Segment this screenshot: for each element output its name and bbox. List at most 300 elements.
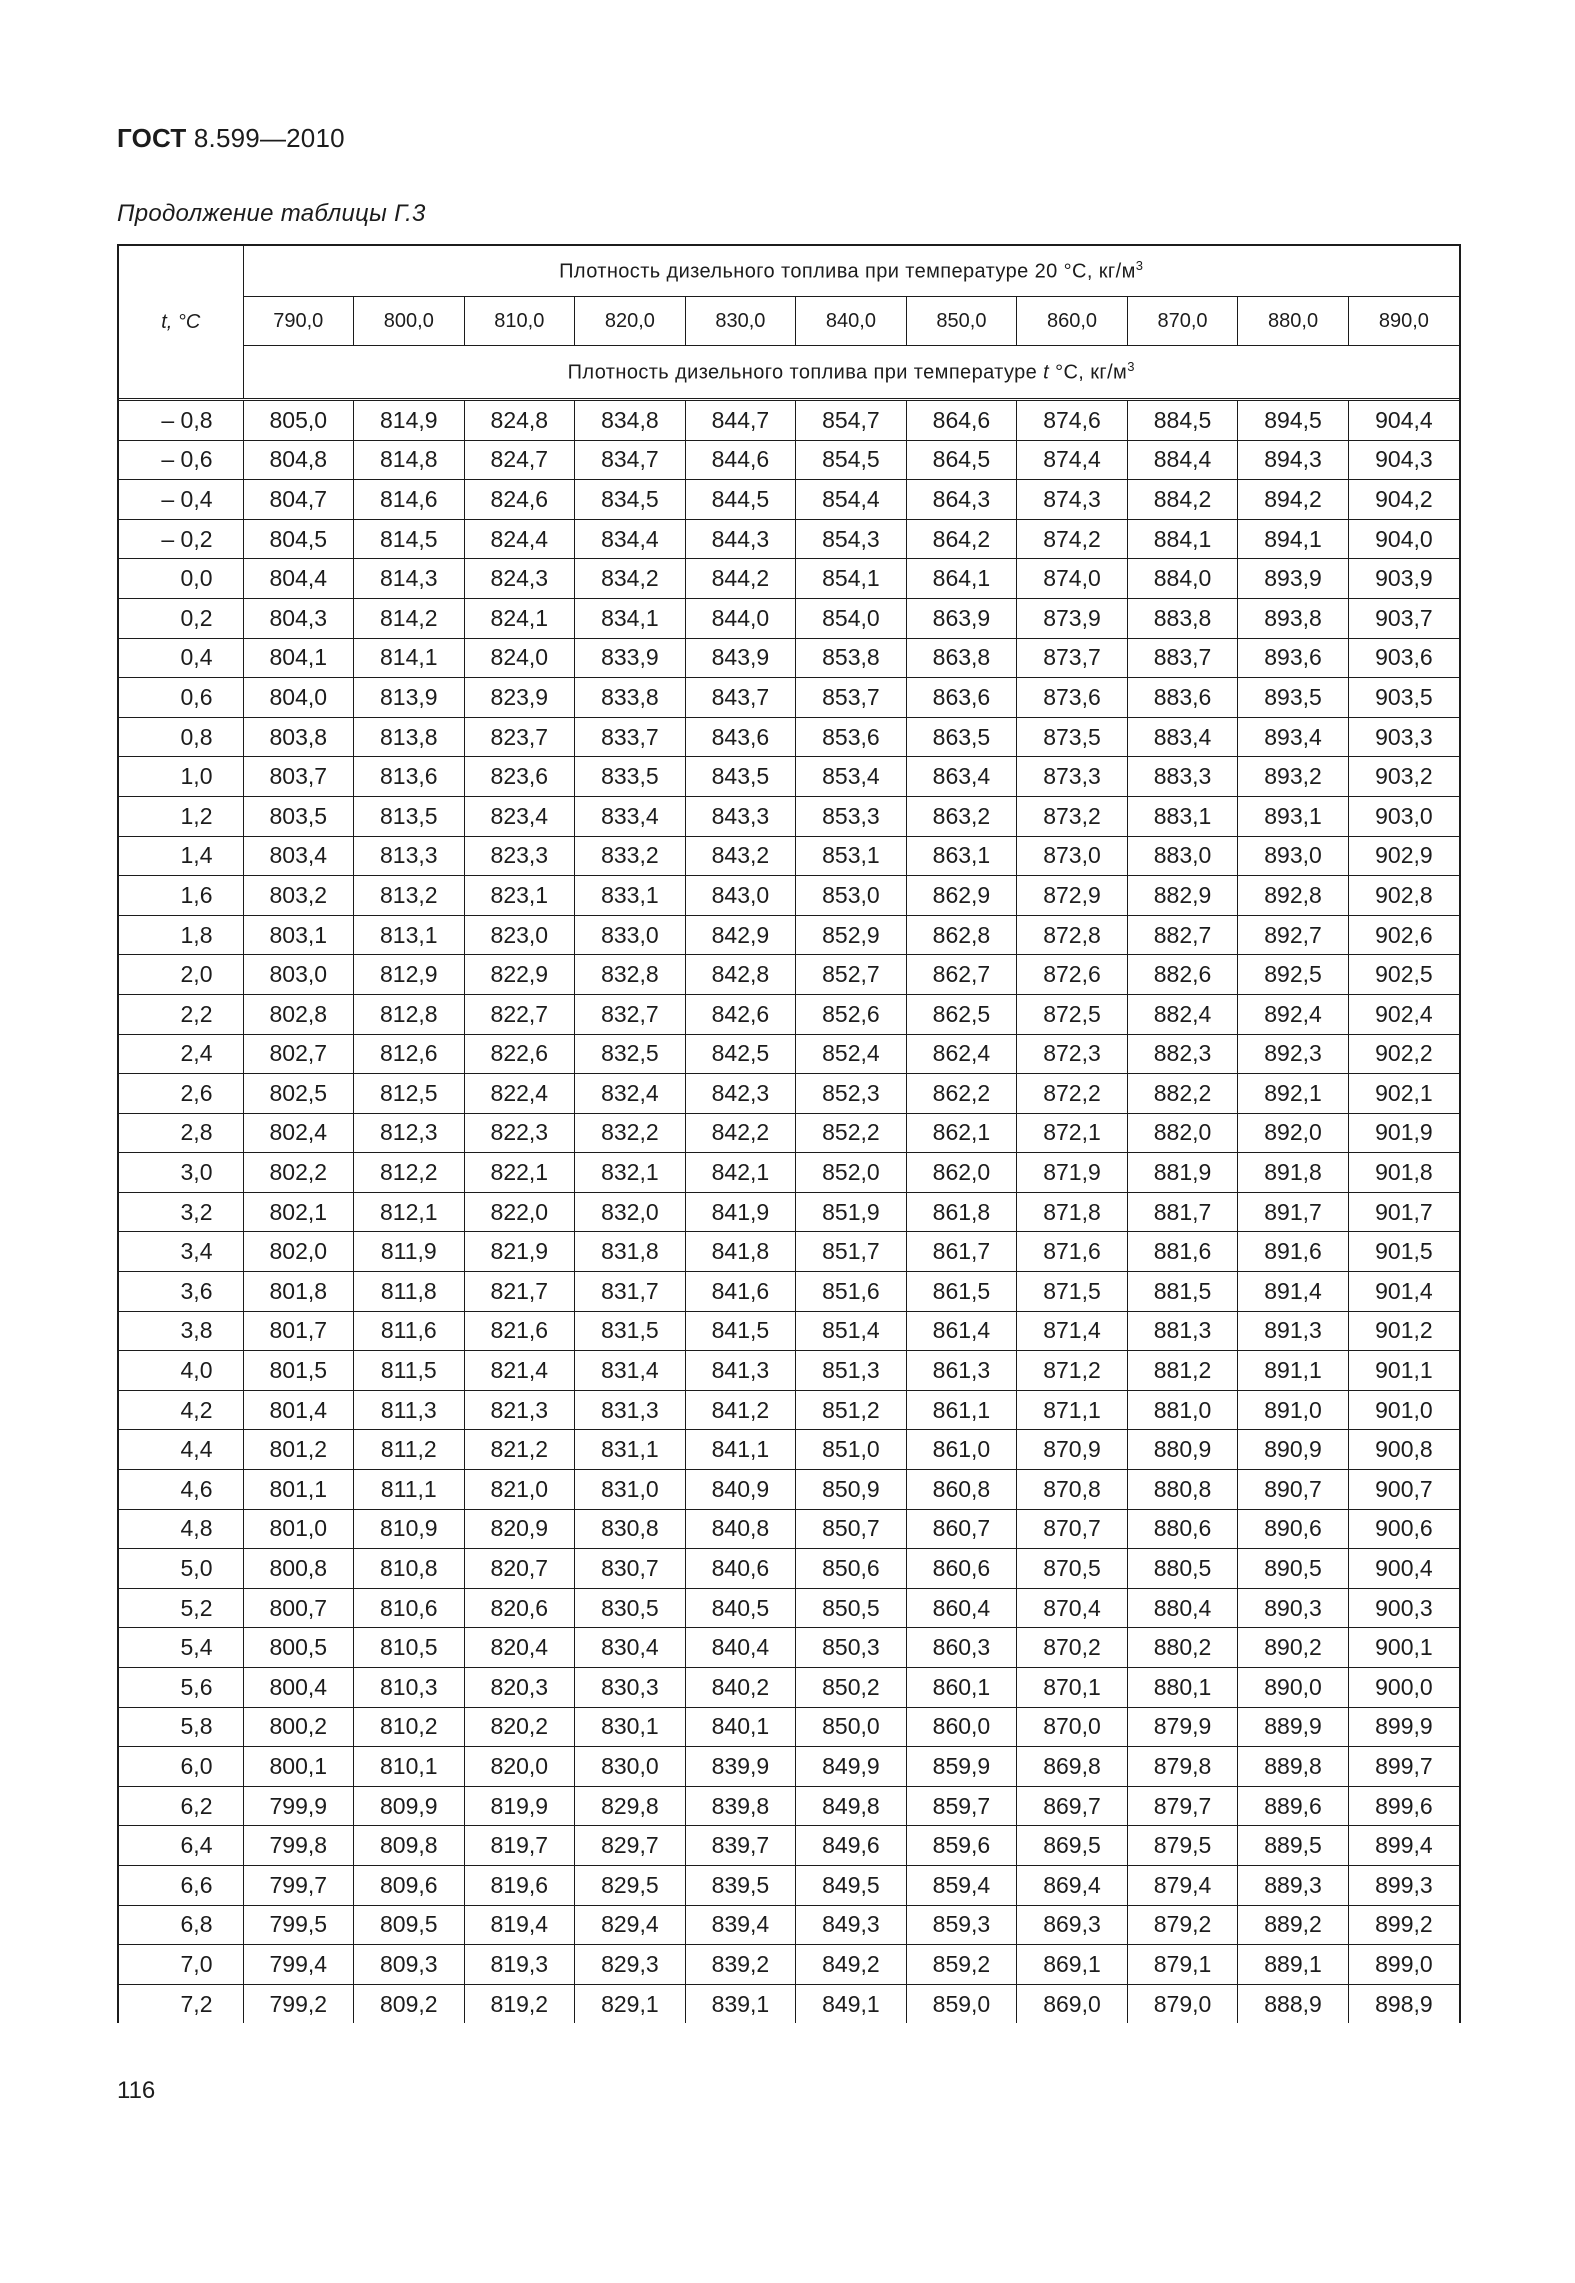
density-cell: 854,3 <box>796 519 907 559</box>
density-cell: 820,2 <box>464 1707 575 1747</box>
density-cell: 843,9 <box>685 638 796 678</box>
density-cell: 851,4 <box>796 1311 907 1351</box>
density-cell: 840,4 <box>685 1628 796 1668</box>
density-cell: 844,2 <box>685 559 796 599</box>
density-cell: 871,2 <box>1017 1351 1128 1391</box>
temperature-cell: 5,4 <box>119 1628 243 1668</box>
density-cell: 813,3 <box>354 836 465 876</box>
density-cell: 860,4 <box>906 1588 1017 1628</box>
density-cell: 859,0 <box>906 1984 1017 2023</box>
density-cell: 873,2 <box>1017 796 1128 836</box>
density-cell: 819,3 <box>464 1945 575 1985</box>
density-cell: 821,9 <box>464 1232 575 1272</box>
density-cell: 879,0 <box>1127 1984 1238 2023</box>
density-cell: 900,7 <box>1348 1470 1459 1510</box>
density-cell: 831,7 <box>575 1272 686 1312</box>
table-row <box>119 1628 1459 1668</box>
density-cell: 799,4 <box>243 1945 354 1985</box>
density-cell: 872,5 <box>1017 994 1128 1034</box>
density-cell: 832,2 <box>575 1113 686 1153</box>
density-cell: 884,0 <box>1127 559 1238 599</box>
density-cell: 903,3 <box>1348 717 1459 757</box>
density-cell: 811,1 <box>354 1470 465 1510</box>
density-cell: 893,8 <box>1238 598 1349 638</box>
density-cell: 891,4 <box>1238 1272 1349 1312</box>
density-cell: 821,6 <box>464 1311 575 1351</box>
density-cell: 843,5 <box>685 757 796 797</box>
density-cell: 879,2 <box>1127 1905 1238 1945</box>
density-t-header-unit-exp: 3 <box>1127 359 1135 375</box>
density-cell: 820,3 <box>464 1668 575 1708</box>
density-cell: 854,1 <box>796 559 907 599</box>
density-cell: 833,2 <box>575 836 686 876</box>
table-row <box>119 1509 1459 1549</box>
density-cell: 829,7 <box>575 1826 686 1866</box>
density-cell: 799,7 <box>243 1865 354 1905</box>
table-row <box>119 440 1459 480</box>
density-cell: 832,0 <box>575 1192 686 1232</box>
density-cell: 860,3 <box>906 1628 1017 1668</box>
density-cell: 804,8 <box>243 440 354 480</box>
density-cell: 833,9 <box>575 638 686 678</box>
density-cell: 859,4 <box>906 1865 1017 1905</box>
density-cell: 860,1 <box>906 1668 1017 1708</box>
density-cell: 844,3 <box>685 519 796 559</box>
density-cell: 870,7 <box>1017 1509 1128 1549</box>
density-cell: 870,9 <box>1017 1430 1128 1470</box>
density-cell: 861,0 <box>906 1430 1017 1470</box>
density-cell: 814,9 <box>354 400 465 441</box>
density-cell: 842,9 <box>685 915 796 955</box>
density-cell: 902,5 <box>1348 955 1459 995</box>
density-cell: 890,7 <box>1238 1470 1349 1510</box>
temperature-cell: 1,0 <box>119 757 243 797</box>
table-row <box>119 1786 1459 1826</box>
density-cell: 829,3 <box>575 1945 686 1985</box>
density-column-header: 890,0 <box>1348 297 1459 346</box>
density-cell: 854,0 <box>796 598 907 638</box>
density-cell: 831,1 <box>575 1430 686 1470</box>
density-cell: 904,4 <box>1348 400 1459 441</box>
density-cell: 902,9 <box>1348 836 1459 876</box>
density-cell: 842,5 <box>685 1034 796 1074</box>
density-cell: 894,1 <box>1238 519 1349 559</box>
density-cell: 811,2 <box>354 1430 465 1470</box>
density-cell: 860,7 <box>906 1509 1017 1549</box>
table-row <box>119 1034 1459 1074</box>
density-cell: 879,9 <box>1127 1707 1238 1747</box>
density-cell: 899,7 <box>1348 1747 1459 1787</box>
density-cell: 832,5 <box>575 1034 686 1074</box>
density-cell: 830,4 <box>575 1628 686 1668</box>
temperature-cell: 3,2 <box>119 1192 243 1232</box>
density-cell: 839,8 <box>685 1786 796 1826</box>
temperature-cell: 6,4 <box>119 1826 243 1866</box>
density-cell: 851,9 <box>796 1192 907 1232</box>
document-header <box>117 122 345 154</box>
density-cell: 861,7 <box>906 1232 1017 1272</box>
density-cell: 814,5 <box>354 519 465 559</box>
density-cell: 843,3 <box>685 796 796 836</box>
density-cell: 812,8 <box>354 994 465 1034</box>
density-cell: 822,7 <box>464 994 575 1034</box>
density-cell: 849,3 <box>796 1905 907 1945</box>
density-cell: 810,8 <box>354 1549 465 1589</box>
density-cell: 900,8 <box>1348 1430 1459 1470</box>
temperature-cell: 3,4 <box>119 1232 243 1272</box>
temperature-cell: 6,2 <box>119 1786 243 1826</box>
density-cell: 899,9 <box>1348 1707 1459 1747</box>
density-cell: 810,1 <box>354 1747 465 1787</box>
density-cell: 901,1 <box>1348 1351 1459 1391</box>
density-cell: 824,0 <box>464 638 575 678</box>
density-cell: 819,2 <box>464 1984 575 2023</box>
table-row <box>119 400 1459 441</box>
density-cell: 870,5 <box>1017 1549 1128 1589</box>
density-cell: 899,4 <box>1348 1826 1459 1866</box>
density-cell: 862,8 <box>906 915 1017 955</box>
density-cell: 862,0 <box>906 1153 1017 1193</box>
density-cell: 862,1 <box>906 1113 1017 1153</box>
temperature-cell: 5,0 <box>119 1549 243 1589</box>
density-cell: 832,7 <box>575 994 686 1034</box>
density-cell: 893,5 <box>1238 678 1349 718</box>
density-cell: 861,4 <box>906 1311 1017 1351</box>
density-cell: 899,6 <box>1348 1786 1459 1826</box>
density-cell: 860,0 <box>906 1707 1017 1747</box>
temperature-cell: 3,0 <box>119 1153 243 1193</box>
density-cell: 873,5 <box>1017 717 1128 757</box>
density-cell: 889,1 <box>1238 1945 1349 1985</box>
table-row <box>119 1905 1459 1945</box>
density-cell: 859,7 <box>906 1786 1017 1826</box>
density-cell: 892,1 <box>1238 1074 1349 1114</box>
density-cell: 852,0 <box>796 1153 907 1193</box>
density-cell: 889,8 <box>1238 1747 1349 1787</box>
density-cell: 849,5 <box>796 1865 907 1905</box>
table-row <box>119 1113 1459 1153</box>
density-cell: 882,7 <box>1127 915 1238 955</box>
density-cell: 852,3 <box>796 1074 907 1114</box>
density-cell: 804,7 <box>243 480 354 520</box>
density-cell: 874,0 <box>1017 559 1128 599</box>
density-cell: 841,6 <box>685 1272 796 1312</box>
table-row <box>119 994 1459 1034</box>
density-cell: 801,5 <box>243 1351 354 1391</box>
density-cell: 900,3 <box>1348 1588 1459 1628</box>
temperature-cell: 4,6 <box>119 1470 243 1510</box>
table-row <box>119 1311 1459 1351</box>
density-cell: 861,3 <box>906 1351 1017 1391</box>
density-cell: 853,6 <box>796 717 907 757</box>
density-cell: 902,1 <box>1348 1074 1459 1114</box>
density-cell: 843,0 <box>685 876 796 916</box>
density-cell: 821,4 <box>464 1351 575 1391</box>
table-row <box>119 1668 1459 1708</box>
density-cell: 822,9 <box>464 955 575 995</box>
density-cell: 844,0 <box>685 598 796 638</box>
density-cell: 880,4 <box>1127 1588 1238 1628</box>
density-cell: 872,2 <box>1017 1074 1128 1114</box>
density-cell: 863,4 <box>906 757 1017 797</box>
density-cell: 850,2 <box>796 1668 907 1708</box>
density-cell: 882,0 <box>1127 1113 1238 1153</box>
density-cell: 811,5 <box>354 1351 465 1391</box>
density-cell: 882,2 <box>1127 1074 1238 1114</box>
density-cell: 800,7 <box>243 1588 354 1628</box>
density-cell: 862,5 <box>906 994 1017 1034</box>
table-row <box>119 1588 1459 1628</box>
density-cell: 832,8 <box>575 955 686 995</box>
density-cell: 821,3 <box>464 1390 575 1430</box>
density-cell: 850,5 <box>796 1588 907 1628</box>
density-cell: 853,8 <box>796 638 907 678</box>
density-cell: 854,7 <box>796 400 907 441</box>
density-cell: 880,2 <box>1127 1628 1238 1668</box>
density-cell: 804,0 <box>243 678 354 718</box>
density-cell: 842,1 <box>685 1153 796 1193</box>
density-cell: 803,8 <box>243 717 354 757</box>
density-cell: 824,1 <box>464 598 575 638</box>
density-cell: 799,9 <box>243 1786 354 1826</box>
density-cell: 830,5 <box>575 1588 686 1628</box>
density-cell: 873,9 <box>1017 598 1128 638</box>
density-cell: 803,4 <box>243 836 354 876</box>
temperature-cell: 0,2 <box>119 598 243 638</box>
density-cell: 871,6 <box>1017 1232 1128 1272</box>
temperature-cell: 4,4 <box>119 1430 243 1470</box>
density-cell: 871,8 <box>1017 1192 1128 1232</box>
temperature-cell: 3,6 <box>119 1272 243 1312</box>
table-row <box>119 678 1459 718</box>
density-cell: 812,3 <box>354 1113 465 1153</box>
density-cell: 873,7 <box>1017 638 1128 678</box>
density-cell: 902,2 <box>1348 1034 1459 1074</box>
table-row <box>119 1826 1459 1866</box>
density-cell: 833,8 <box>575 678 686 718</box>
density-cell: 843,2 <box>685 836 796 876</box>
density-cell: 881,0 <box>1127 1390 1238 1430</box>
density-cell: 811,8 <box>354 1272 465 1312</box>
density-20c-header <box>243 246 1459 297</box>
density-cell: 901,9 <box>1348 1113 1459 1153</box>
density-cell: 898,9 <box>1375 1990 1433 2017</box>
density-cell: 823,4 <box>464 796 575 836</box>
density-cell: 830,3 <box>575 1668 686 1708</box>
density-cell: 802,7 <box>243 1034 354 1074</box>
table-row <box>119 559 1459 599</box>
density-cell: 841,3 <box>685 1351 796 1391</box>
density-cell: 803,2 <box>243 876 354 916</box>
density-column-header: 860,0 <box>1017 297 1128 346</box>
table-row <box>119 836 1459 876</box>
density-cell: 800,1 <box>243 1747 354 1787</box>
table-row <box>119 1232 1459 1272</box>
temperature-cell: 7,2 <box>119 1984 243 2023</box>
density-cell: 863,9 <box>906 598 1017 638</box>
density-cell: 843,6 <box>685 717 796 757</box>
density-cell: 831,8 <box>575 1232 686 1272</box>
density-cell: 862,2 <box>906 1074 1017 1114</box>
density-cell: 822,4 <box>464 1074 575 1114</box>
density-t-header-symbol: t <box>1043 361 1050 384</box>
density-table <box>119 246 1459 2023</box>
density-cell: 883,6 <box>1127 678 1238 718</box>
density-cell: 883,8 <box>1127 598 1238 638</box>
density-cell: 814,8 <box>354 440 465 480</box>
density-cell: 861,1 <box>906 1390 1017 1430</box>
density-cell: 903,9 <box>1348 559 1459 599</box>
table-row <box>119 1945 1459 1985</box>
density-cell: 884,5 <box>1127 400 1238 441</box>
table-row <box>119 915 1459 955</box>
table-row <box>119 638 1459 678</box>
density-cell: 812,9 <box>354 955 465 995</box>
table-row <box>119 519 1459 559</box>
table-row <box>119 955 1459 995</box>
density-cell: 833,1 <box>575 876 686 916</box>
density-cell: 820,9 <box>464 1509 575 1549</box>
density-cell: 849,8 <box>796 1786 907 1826</box>
density-cell: 824,3 <box>464 559 575 599</box>
density-cell: 822,1 <box>464 1153 575 1193</box>
density-cell: 852,4 <box>796 1034 907 1074</box>
density-cell: 821,7 <box>464 1272 575 1312</box>
density-cell: 840,5 <box>685 1588 796 1628</box>
density-cell: 861,5 <box>906 1272 1017 1312</box>
density-cell: 802,2 <box>243 1153 354 1193</box>
density-cell: 870,2 <box>1017 1628 1128 1668</box>
density-cell: 873,3 <box>1017 757 1128 797</box>
temperature-cell: 6,8 <box>119 1905 243 1945</box>
density-cell: 880,6 <box>1127 1509 1238 1549</box>
density-cell: 850,6 <box>796 1549 907 1589</box>
density-cell: 813,9 <box>354 678 465 718</box>
temperature-cell: 1,8 <box>119 915 243 955</box>
density-cell: 841,1 <box>685 1430 796 1470</box>
density-t-header <box>243 346 1459 400</box>
density-cell: 874,3 <box>1017 480 1128 520</box>
density-cell: 802,8 <box>243 994 354 1034</box>
temperature-cell: – 0,2 <box>119 519 243 559</box>
density-cell: 853,3 <box>796 796 907 836</box>
temperature-cell: 0,6 <box>119 678 243 718</box>
table-row <box>119 1747 1459 1787</box>
density-cell: 880,5 <box>1127 1549 1238 1589</box>
temperature-cell: 4,2 <box>119 1390 243 1430</box>
density-cell: 859,3 <box>906 1905 1017 1945</box>
density-cell: 803,5 <box>243 796 354 836</box>
density-cell: 879,7 <box>1127 1786 1238 1826</box>
density-cell: 831,3 <box>575 1390 686 1430</box>
standard-number: 8.599—2010 <box>193 123 345 153</box>
density-cell: 869,0 <box>1017 1984 1128 2023</box>
density-cell: 869,4 <box>1017 1865 1128 1905</box>
density-20c-header-unit-exp: 3 <box>1135 258 1144 274</box>
density-cell: 844,6 <box>685 440 796 480</box>
density-cell: 812,6 <box>354 1034 465 1074</box>
density-cell: 869,8 <box>1017 1747 1128 1787</box>
density-column-header: 880,0 <box>1238 297 1349 346</box>
density-cell: 853,4 <box>796 757 907 797</box>
density-cell: 892,4 <box>1238 994 1349 1034</box>
density-cell: 849,9 <box>796 1747 907 1787</box>
density-cell: 821,0 <box>464 1470 575 1510</box>
density-cell: 833,5 <box>575 757 686 797</box>
density-cell: 850,0 <box>796 1707 907 1747</box>
density-cell: 893,1 <box>1238 796 1349 836</box>
density-cell: 879,8 <box>1127 1747 1238 1787</box>
temperature-cell: – 0,6 <box>119 440 243 480</box>
temperature-cell: – 0,8 <box>119 400 243 441</box>
density-cell: 882,3 <box>1127 1034 1238 1074</box>
density-cell: 804,3 <box>243 598 354 638</box>
density-cell: 802,4 <box>243 1113 354 1153</box>
density-cell: 880,1 <box>1127 1668 1238 1708</box>
table-row <box>119 1984 1459 2023</box>
density-cell: 891,7 <box>1238 1192 1349 1232</box>
density-cell: 864,5 <box>906 440 1017 480</box>
density-cell: 829,1 <box>575 1984 686 2023</box>
density-cell: 840,8 <box>685 1509 796 1549</box>
density-cell: 840,9 <box>685 1470 796 1510</box>
density-cell: 870,1 <box>1017 1668 1128 1708</box>
temperature-cell: 2,0 <box>119 955 243 995</box>
density-cell: 870,8 <box>1017 1470 1128 1510</box>
density-cell: 852,7 <box>796 955 907 995</box>
density-cell: 839,9 <box>685 1747 796 1787</box>
density-cell: 840,6 <box>685 1549 796 1589</box>
density-cell: 893,6 <box>1238 638 1349 678</box>
density-cell: 899,2 <box>1348 1905 1459 1945</box>
density-cell: 853,7 <box>796 678 907 718</box>
table-row <box>119 480 1459 520</box>
density-cell: 869,3 <box>1017 1905 1128 1945</box>
table-row <box>119 757 1459 797</box>
density-cell: 801,8 <box>243 1272 354 1312</box>
density-cell: 884,4 <box>1127 440 1238 480</box>
density-cell: 891,8 <box>1238 1153 1349 1193</box>
density-cell: 891,1 <box>1238 1351 1349 1391</box>
density-cell: 901,7 <box>1348 1192 1459 1232</box>
density-cell: 851,0 <box>796 1430 907 1470</box>
density-cell: 822,3 <box>464 1113 575 1153</box>
density-cell: 882,4 <box>1127 994 1238 1034</box>
density-cell: 892,8 <box>1238 876 1349 916</box>
density-cell: 810,2 <box>354 1707 465 1747</box>
density-cell: 871,5 <box>1017 1272 1128 1312</box>
density-cell: 883,0 <box>1127 836 1238 876</box>
table-row <box>119 1470 1459 1510</box>
density-cell: 814,1 <box>354 638 465 678</box>
table-body <box>119 400 1459 2024</box>
table-row <box>119 1351 1459 1391</box>
density-cell: 864,6 <box>906 400 1017 441</box>
density-cell: 901,2 <box>1348 1311 1459 1351</box>
density-cell: 803,0 <box>243 955 354 995</box>
density-cell: 819,6 <box>464 1865 575 1905</box>
density-cell: 830,0 <box>575 1747 686 1787</box>
density-cell: 863,8 <box>906 638 1017 678</box>
density-cell: 872,8 <box>1017 915 1128 955</box>
density-cell: 840,1 <box>685 1707 796 1747</box>
density-cell: 870,0 <box>1017 1707 1128 1747</box>
density-cell: 859,9 <box>906 1747 1017 1787</box>
density-cell: 809,5 <box>354 1905 465 1945</box>
density-cell: 903,6 <box>1348 638 1459 678</box>
density-cell: 850,9 <box>796 1470 907 1510</box>
density-cell: 851,6 <box>796 1272 907 1312</box>
